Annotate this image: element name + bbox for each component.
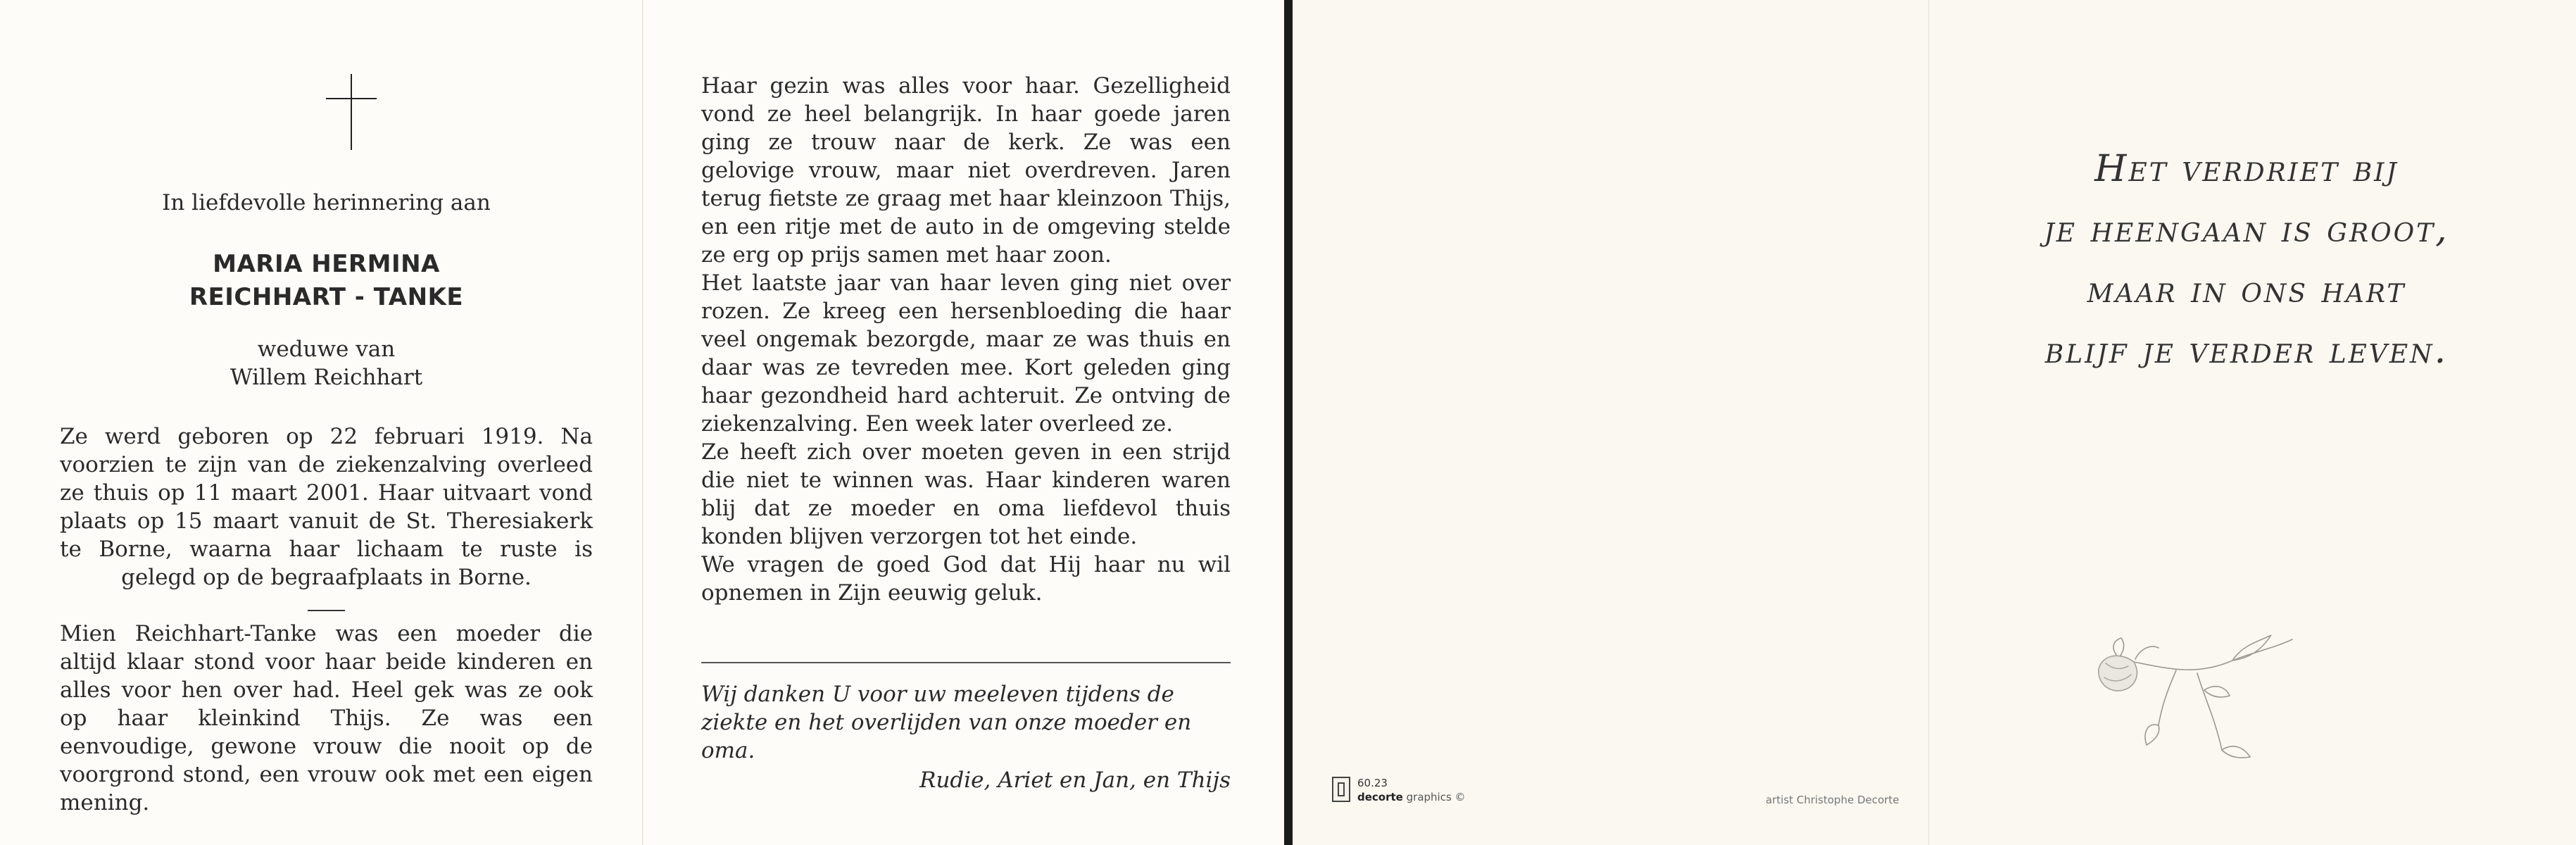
memorial-card-inside xyxy=(0,0,1284,845)
publisher-suffix: graphics © xyxy=(1406,791,1466,803)
thanks-text: Wij danken U voor uw meeleven tijdens de ziekte en het overlijden van onze moeder en oma. xyxy=(701,682,1192,763)
bio-paragraph-4: Het laatste jaar van haar leven ging niet over rozen. Ze kreeg een hersenbloeding die haar veel ongemak bezorgde, maar ze was thuis en daar was ze tevreden mee. Kort geleden ging haar gezondheid hard achteruit. Ze ontving de ziekenzalving. Een week later overleed ze. xyxy=(701,270,1231,437)
cross-icon xyxy=(326,74,377,150)
spouse-name: Willem Reichhart xyxy=(230,365,423,390)
bio-paragraph-1: Ze werd geboren op 22 februari 1919. Na voorzien te zijn van de ziekenzalving overleed ze thuis op 11 maart 2001. Haar uitvaart vond plaats op 15 maart vanuit de St. Theresiakerk te Borne, waarna haar lichaam te ruste is gelegd op de begraafplaats in Borne. xyxy=(60,424,593,590)
verse-line-1: Het verdriet bij xyxy=(2094,148,2399,190)
bio-continued xyxy=(701,72,1231,607)
panel-front-cover xyxy=(1766,0,2576,845)
deceased-name-line2: REICHHART - TANKE xyxy=(189,283,464,311)
bio-paragraph-5: Ze heeft zich over moeten geven in een strijd die niet te winnen was. Haar kinderen waren blij dat ze moeder en oma liefdevol thuis konden blijven verzorgen tot het einde. xyxy=(701,439,1231,549)
widow-label: weduwe van xyxy=(257,337,396,362)
bio-paragraph-2: Mien Reichhart-Tanke was een moeder die altijd klaar stond voor haar beide kinderen en alles voor hen over had. Heel gek was ze ook op haar kleinkind Thijs. Ze was een eenvoudige, gewone vrouw die nooit op de voorgrond stond, een vrouw ook met een eigen mening. xyxy=(60,621,593,815)
verse-line-2: je heengaan is groot, xyxy=(2044,208,2449,251)
panel-back-cover xyxy=(1293,0,1930,845)
divider-long xyxy=(701,662,1231,663)
fold-line xyxy=(642,0,643,845)
bio-paragraph-3: Haar gezin was alles voor haar. Gezelligheid vond ze heel belangrijk. In haar goede jaren ging ze trouw naar de kerk. Ze was een gelovige vrouw, maar niet overdreven. Jaren terug fietste ze graag met haar kleinzoon Thijs, en een ritje met de auto in de omgeving stelde ze erg op prijs samen met haar zoon. xyxy=(701,73,1231,268)
family-signoff: Rudie, Ariet en Jan, en Thijs xyxy=(919,768,1231,793)
rose-illustration-icon xyxy=(2092,620,2296,768)
verse-line-4: blijf je verder leven. xyxy=(2044,330,2449,372)
divider-short xyxy=(308,610,345,611)
panel-biography-continued xyxy=(701,0,1231,845)
publisher-name xyxy=(1357,791,1466,803)
publisher-logo-icon xyxy=(1332,777,1350,802)
publisher-brand: decorte xyxy=(1357,791,1403,803)
panel-in-memoriam xyxy=(60,0,593,845)
card-code: 60.23 xyxy=(1357,777,1388,789)
intro-text: In liefdevolle herinnering aan xyxy=(162,190,491,215)
deceased-name-line1: MARIA HERMINA xyxy=(213,250,440,278)
verse-line-3: maar in ons hart xyxy=(2087,269,2406,311)
bio-paragraph-6: We vragen de goed God dat Hij haar nu wil opnemen in Zijn eeuwig geluk. xyxy=(701,552,1231,606)
artist-credit: artist Christophe Decorte xyxy=(1766,794,1899,806)
